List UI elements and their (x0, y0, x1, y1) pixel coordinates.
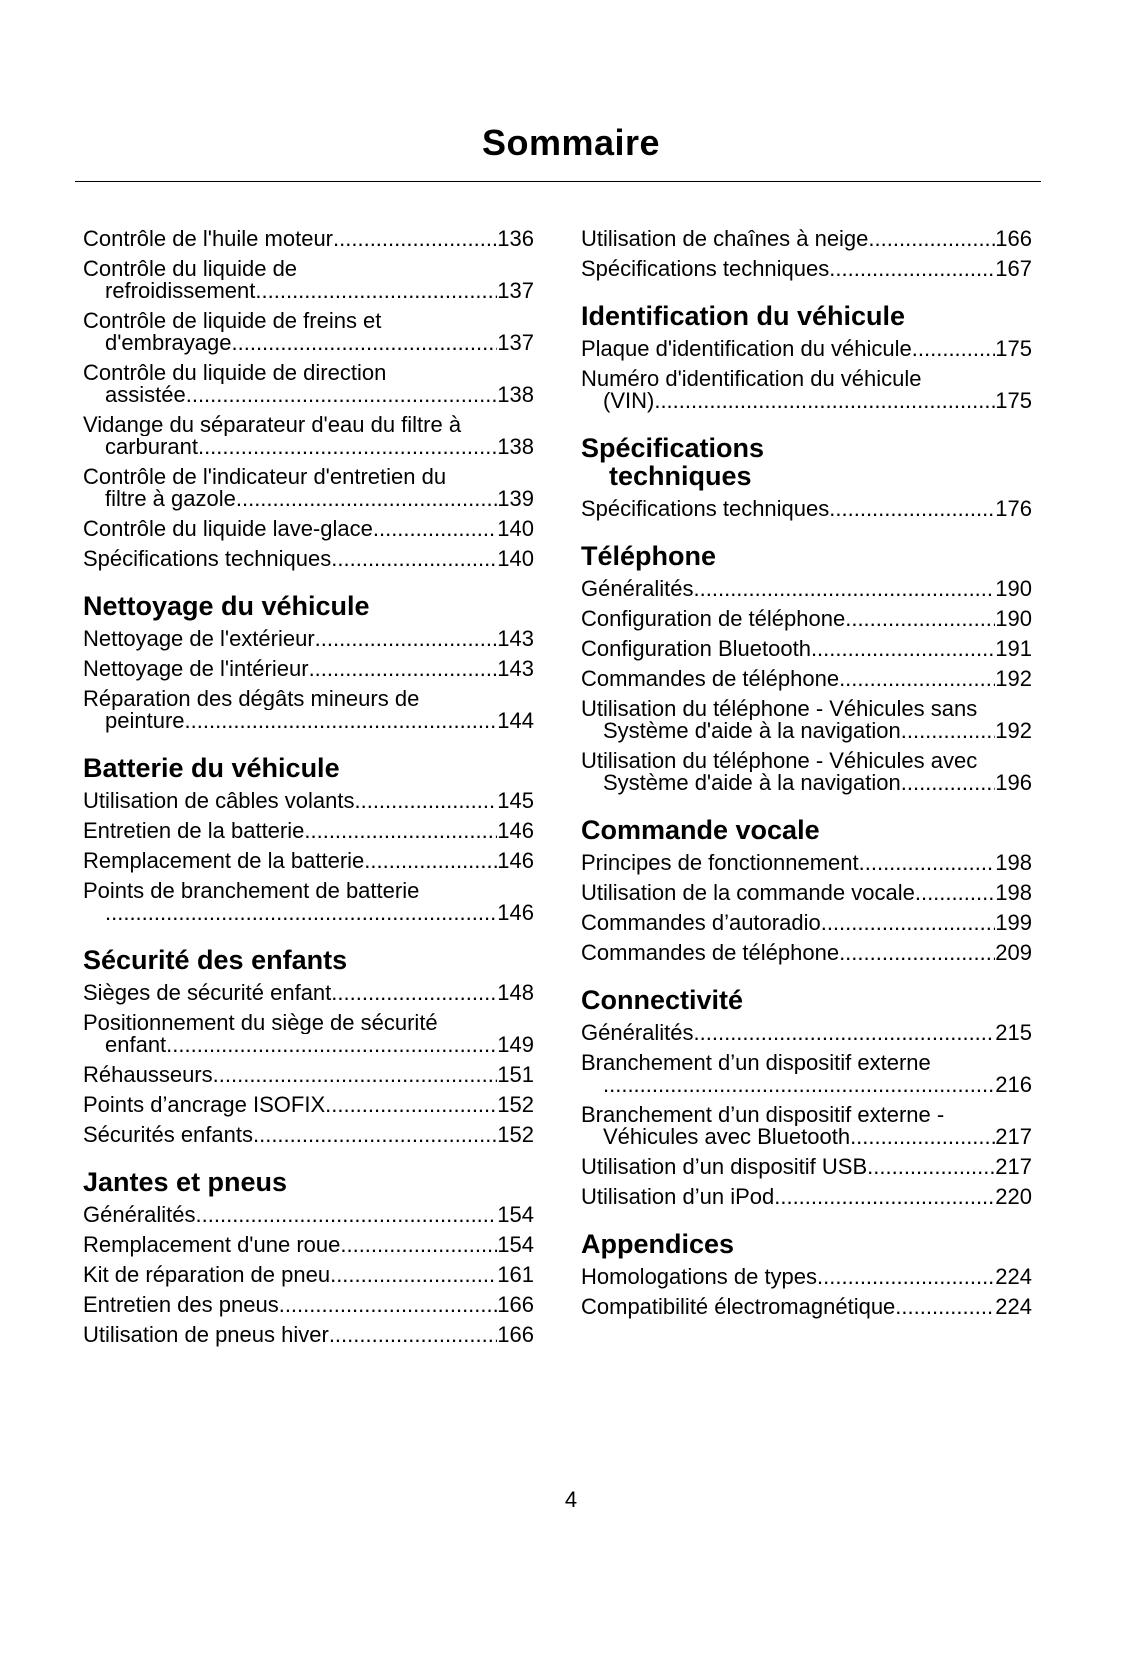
toc-entry[interactable] (83, 880, 534, 924)
toc-entry-text: Véhicules avec Bluetooth (603, 1124, 851, 1149)
toc-entry-text: enfant (105, 1032, 167, 1057)
toc-entry-line (581, 852, 1032, 874)
toc-section (581, 986, 1032, 1208)
toc-entry-line (581, 578, 1032, 600)
toc-entry-text: Sièges de sécurité enfant (83, 980, 332, 1005)
toc-page-number: 224 (995, 1294, 1032, 1319)
toc-entry-text: Réparation des dégâts mineurs de (83, 688, 420, 710)
toc-entry-text: Branchement d’un dispositif externe - (581, 1104, 945, 1126)
toc-page-number: 152 (497, 1122, 534, 1147)
toc-entry-text: (VIN) (603, 388, 655, 413)
section-heading-line: Connectivité (581, 985, 744, 1015)
toc-page-number: 217 (995, 1124, 1032, 1149)
toc-entry[interactable] (581, 1022, 1032, 1044)
toc-entry-line (83, 1124, 534, 1146)
toc-entry[interactable] (83, 1064, 534, 1086)
toc-entry-line (581, 608, 1032, 630)
toc-entry-text: Vidange du séparateur d'eau du filtre à (83, 414, 462, 436)
toc-entry-text: Spécifications techniques (581, 256, 830, 281)
toc-entry[interactable] (83, 1264, 534, 1286)
section-heading-line: Téléphone (581, 541, 717, 571)
toc-page-number: 146 (497, 818, 534, 843)
toc-entry-text: Configuration Bluetooth (581, 636, 811, 661)
toc-section (83, 946, 534, 1146)
toc-page-number: 191 (995, 636, 1032, 661)
toc-entry[interactable] (581, 1296, 1032, 1318)
toc-entry-text: Réhausseurs (83, 1062, 213, 1087)
toc-entry-line (581, 1074, 1032, 1096)
toc-entry-text: Généralités (581, 576, 694, 601)
toc-entry-text: Kit de réparation de pneu (83, 1262, 331, 1287)
section-heading (581, 302, 1032, 330)
toc-entry-line (83, 820, 534, 842)
toc-entry[interactable] (581, 1266, 1032, 1288)
dot-leader (850, 1126, 995, 1148)
toc-page-number: 151 (497, 1062, 534, 1087)
dot-leader (198, 436, 497, 458)
dot-leader (829, 498, 995, 520)
toc-entry-text: Points d’ancrage ISOFIX (83, 1092, 326, 1117)
toc-entry-text: Commandes d’autoradio (581, 910, 821, 935)
toc-entry-text: Contrôle de liquide de freins et (83, 310, 382, 332)
toc-entry-text: Utilisation de câbles volants (83, 788, 355, 813)
dot-leader (859, 852, 996, 874)
dot-leader (845, 608, 995, 630)
toc-entry-line (83, 488, 534, 510)
toc-entry-text: d'embrayage (105, 330, 232, 355)
toc-entry[interactable] (83, 820, 534, 842)
toc-page-number: 140 (497, 516, 534, 541)
toc-page-number: 198 (995, 880, 1032, 905)
dot-leader (829, 258, 995, 280)
dot-leader (279, 1294, 498, 1316)
toc-entry[interactable] (83, 1294, 534, 1316)
toc-entry-line (83, 436, 534, 458)
toc-entry-line (581, 942, 1032, 964)
toc-entry-text: Contrôle du liquide lave-glace (83, 516, 373, 541)
toc-entry[interactable] (581, 578, 1032, 600)
toc-entry-line (581, 1156, 1032, 1178)
toc-entry[interactable] (581, 852, 1032, 874)
toc-entry-line (581, 1296, 1032, 1318)
toc-entry-line (581, 882, 1032, 904)
toc-entry-text: Remplacement de la batterie (83, 848, 365, 873)
toc-entry-text: Remplacement d'une roue (83, 1232, 341, 1257)
toc-section (581, 816, 1032, 964)
toc-entry-text: Généralités (581, 1020, 694, 1045)
section-heading (83, 592, 534, 620)
dot-leader (304, 820, 497, 842)
dot-leader (901, 772, 996, 794)
section-heading (83, 1168, 534, 1196)
toc-entry-text: Plaque d'identification du véhicule (581, 336, 912, 361)
toc-entry-text: Branchement d’un dispositif externe (581, 1052, 931, 1074)
toc-entry-line (83, 1294, 534, 1316)
toc-entry-line (83, 850, 534, 872)
dot-leader (255, 280, 497, 302)
dot-leader (811, 638, 995, 660)
toc-entry-line (83, 1204, 534, 1226)
dot-leader (186, 384, 498, 406)
section-heading-line: Batterie du véhicule (83, 753, 340, 783)
toc-entry-text: filtre à gazole (105, 486, 236, 511)
toc-entry[interactable] (581, 1156, 1032, 1178)
toc-page-number: 190 (995, 606, 1032, 631)
toc-entry[interactable] (581, 942, 1032, 964)
toc-page-number: 215 (995, 1020, 1032, 1045)
toc-entry-line (581, 258, 1032, 280)
toc-entry-text: Entretien de la batterie (83, 818, 305, 843)
toc-page-number: 166 (497, 1322, 534, 1347)
page-title: Sommaire (481, 122, 661, 163)
toc-entry-line (581, 638, 1032, 660)
toc-page-number: 209 (995, 940, 1032, 965)
toc-entry-text: Principes de fonctionnement (581, 850, 859, 875)
toc-entry-line (83, 1094, 534, 1116)
toc-entry[interactable] (581, 1052, 1032, 1096)
toc-page-number: 143 (497, 626, 534, 651)
dot-leader (196, 1204, 498, 1226)
toc-page-number: 198 (995, 850, 1032, 875)
toc-entry-text: Entretien des pneus (83, 1292, 279, 1317)
toc-entry[interactable] (581, 368, 1032, 412)
toc-entry-line (83, 982, 534, 1004)
toc-entry-line (83, 1264, 534, 1286)
toc-entry-text: Contrôle du liquide de direction (83, 362, 387, 384)
toc-entry[interactable] (581, 882, 1032, 904)
dot-leader (213, 1064, 498, 1086)
toc-entry-text: Contrôle de l'indicateur d'entretien du (83, 466, 447, 488)
toc-entry-text: Utilisation d’un dispositif USB (581, 1154, 868, 1179)
toc-entry-text: Contrôle du liquide de (83, 258, 298, 280)
toc-entry-line (83, 384, 534, 406)
toc-page-number: 152 (497, 1092, 534, 1117)
dot-leader (354, 790, 497, 812)
section-heading-line: techniques (609, 461, 752, 491)
dot-leader (839, 668, 995, 690)
dot-leader (364, 850, 497, 872)
toc-entry-line (83, 902, 534, 924)
toc-page-number: 166 (995, 226, 1032, 251)
dot-leader (915, 882, 995, 904)
dot-leader (901, 720, 996, 742)
section-heading (83, 754, 534, 782)
toc-page-number: 148 (497, 980, 534, 1005)
toc-entry-line (83, 548, 534, 570)
toc-section (581, 542, 1032, 794)
toc-entry-text: Utilisation de chaînes à neige (581, 226, 869, 251)
toc-page-number: 154 (497, 1232, 534, 1257)
toc-entry[interactable] (581, 338, 1032, 360)
toc-entry-line (83, 628, 534, 650)
section-heading-line: Nettoyage du véhicule (83, 591, 370, 621)
toc-page-number: 137 (497, 278, 534, 303)
dot-leader (105, 902, 497, 924)
toc-entry[interactable] (83, 1234, 534, 1256)
toc-page-number: 161 (497, 1262, 534, 1287)
toc-page-number: 138 (497, 434, 534, 459)
toc-entry-text: Utilisation du téléphone - Véhicules avec (581, 750, 978, 772)
toc-entry[interactable] (83, 658, 534, 680)
toc-entry-line (581, 228, 1032, 250)
section-heading (581, 1230, 1032, 1258)
toc-entry-text: peinture (105, 708, 185, 733)
dot-leader (330, 1264, 497, 1286)
dot-leader (185, 710, 498, 732)
dot-leader (895, 1296, 995, 1318)
toc-entry-text: Utilisation d’un iPod (581, 1184, 775, 1209)
toc-entry-text: Utilisation de pneus hiver (83, 1322, 329, 1347)
dot-leader (654, 390, 995, 412)
toc-entry[interactable] (83, 1012, 534, 1056)
dot-leader (912, 338, 996, 360)
toc-entry-line (83, 280, 534, 302)
toc-entry[interactable] (581, 912, 1032, 934)
toc-section (581, 1230, 1032, 1318)
toc-entry-text: Système d'aide à la navigation (603, 718, 901, 743)
toc-entry[interactable] (83, 1124, 534, 1146)
toc-entry-text: Positionnement du siège de sécurité (83, 1012, 438, 1034)
dot-leader (331, 548, 497, 570)
toc-entry-line (83, 790, 534, 812)
toc-entry[interactable] (581, 698, 1032, 742)
toc-entry-text: Contrôle de l'huile moteur (83, 226, 334, 251)
toc-entry-text: Points de branchement de batterie (83, 880, 420, 902)
toc-entry-text: Compatibilité électromagnétique (581, 1294, 896, 1319)
toc-entry[interactable] (83, 628, 534, 650)
toc-page-number: 136 (497, 226, 534, 251)
toc-entry-line (581, 1022, 1032, 1044)
toc-entry[interactable] (83, 362, 534, 406)
toc-page-number: 220 (995, 1184, 1032, 1209)
page-number: 4 (564, 1487, 578, 1512)
toc-entry-line (83, 1034, 534, 1056)
toc-section (581, 302, 1032, 412)
dot-leader (253, 1124, 497, 1146)
toc-page-number: 175 (995, 388, 1032, 413)
toc-entry-line (581, 338, 1032, 360)
toc-page-number: 144 (497, 708, 534, 733)
toc-entry[interactable] (581, 638, 1032, 660)
toc-entry-text: Numéro d'identification du véhicule (581, 368, 922, 390)
toc-page-number: 199 (995, 910, 1032, 935)
toc-entry-text: Utilisation de la commande vocale (581, 880, 915, 905)
toc-page-number: 192 (995, 718, 1032, 743)
toc-entry-line (581, 1126, 1032, 1148)
toc-page-number: 217 (995, 1154, 1032, 1179)
toc-entry-text: Sécurités enfants (83, 1122, 253, 1147)
dot-leader (603, 1074, 995, 1096)
toc-entry-line (83, 1064, 534, 1086)
toc-entry-line (581, 390, 1032, 412)
dot-leader (774, 1186, 995, 1208)
toc-page-number: 192 (995, 666, 1032, 691)
toc-entry[interactable] (581, 750, 1032, 794)
toc-page-number: 190 (995, 576, 1032, 601)
dot-leader (232, 332, 498, 354)
toc-entry[interactable] (581, 1186, 1032, 1208)
toc-entry[interactable] (83, 1094, 534, 1116)
section-heading-line: Appendices (581, 1229, 735, 1259)
toc-page-number: 138 (497, 382, 534, 407)
toc-entry-line (83, 710, 534, 732)
toc-entry-line (581, 668, 1032, 690)
toc-entry-text: Utilisation du téléphone - Véhicules sans (581, 698, 978, 720)
toc-section (581, 228, 1032, 280)
toc-left-column (83, 228, 534, 1364)
dot-leader (821, 912, 996, 934)
toc-entry[interactable] (83, 850, 534, 872)
toc-page-number: 145 (497, 788, 534, 813)
dot-leader (315, 628, 498, 650)
toc-entry-text: Spécifications techniques (83, 546, 332, 571)
toc-entry[interactable] (581, 498, 1032, 520)
section-heading (581, 434, 1032, 490)
toc-page-number: 149 (497, 1032, 534, 1057)
toc-entry[interactable] (83, 1204, 534, 1226)
toc-page-number: 167 (995, 256, 1032, 281)
toc-entry-line (83, 1234, 534, 1256)
toc-entry-line (581, 912, 1032, 934)
toc-entry-text: Commandes de téléphone (581, 666, 840, 691)
toc-entry-text: Spécifications techniques (581, 496, 830, 521)
toc-section (83, 228, 534, 570)
toc-page-number: 146 (497, 848, 534, 873)
dot-leader (867, 1156, 995, 1178)
toc-entry[interactable] (83, 258, 534, 302)
toc-page-number: 146 (497, 900, 534, 925)
toc-page-number: 196 (995, 770, 1032, 795)
section-heading-line: Identification du véhicule (581, 301, 906, 331)
toc-section (83, 754, 534, 924)
toc-entry-line (581, 720, 1032, 742)
toc-page-number: 154 (497, 1202, 534, 1227)
title-rule (75, 181, 1041, 182)
toc-entry-line (83, 332, 534, 354)
toc-entry[interactable] (83, 790, 534, 812)
toc-entry[interactable] (581, 228, 1032, 250)
dot-leader (329, 1324, 497, 1346)
toc-entry-line (581, 1186, 1032, 1208)
dot-leader (236, 488, 497, 510)
section-heading (83, 946, 534, 974)
toc-page-number: 176 (995, 496, 1032, 521)
dot-leader (839, 942, 995, 964)
dot-leader (325, 1094, 497, 1116)
toc-entry-text: Nettoyage de l'intérieur (83, 656, 309, 681)
toc-entry[interactable] (83, 466, 534, 510)
toc-entry[interactable] (581, 1104, 1032, 1148)
section-heading (581, 816, 1032, 844)
section-heading-line: Commande vocale (581, 815, 820, 845)
dot-leader (694, 1022, 996, 1044)
toc-page-number: 143 (497, 656, 534, 681)
toc-page-number: 140 (497, 546, 534, 571)
toc-entry-line (83, 518, 534, 540)
toc-entry[interactable] (581, 668, 1032, 690)
toc-entry-text: carburant (105, 434, 198, 459)
toc-entry-text: Configuration de téléphone (581, 606, 846, 631)
toc-section (581, 434, 1032, 520)
toc-entry-text: Commandes de téléphone (581, 940, 840, 965)
toc-entry-text: Homologations de types (581, 1264, 818, 1289)
dot-leader (373, 518, 497, 540)
section-heading (581, 542, 1032, 570)
toc-page-number: 175 (995, 336, 1032, 361)
toc-entry-line (581, 772, 1032, 794)
toc-entry[interactable] (83, 1324, 534, 1346)
dot-leader (166, 1034, 497, 1056)
toc-page-number: 216 (995, 1072, 1032, 1097)
toc-entry[interactable] (83, 310, 534, 354)
dot-leader (340, 1234, 497, 1256)
toc-entry-line (83, 658, 534, 680)
toc-entry[interactable] (83, 228, 534, 250)
toc-entry-line (581, 1266, 1032, 1288)
toc-entry-line (581, 498, 1032, 520)
toc-right-column (581, 228, 1032, 1336)
toc-entry[interactable] (83, 688, 534, 732)
toc-entry[interactable] (83, 548, 534, 570)
toc-entry-text: Généralités (83, 1202, 196, 1227)
toc-entry[interactable] (83, 982, 534, 1004)
toc-entry-line (83, 228, 534, 250)
toc-page-number: 166 (497, 1292, 534, 1317)
dot-leader (309, 658, 498, 680)
section-heading-line: Jantes et pneus (83, 1167, 288, 1197)
toc-page-number: 137 (497, 330, 534, 355)
toc-entry-text: Système d'aide à la navigation (603, 770, 901, 795)
section-heading-line: Spécifications (581, 433, 765, 463)
toc-entry[interactable] (581, 608, 1032, 630)
section-heading-line: Sécurité des enfants (83, 945, 348, 975)
dot-leader (817, 1266, 995, 1288)
dot-leader (868, 228, 995, 250)
toc-page-number: 139 (497, 486, 534, 511)
toc-entry-text: Nettoyage de l'extérieur (83, 626, 315, 651)
toc-section (83, 592, 534, 732)
toc-entry-text: refroidissement (105, 278, 256, 303)
dot-leader (333, 228, 497, 250)
toc-entry-line (83, 1324, 534, 1346)
dot-leader (331, 982, 497, 1004)
section-heading (581, 986, 1032, 1014)
toc-section (83, 1168, 534, 1346)
toc-page-number: 224 (995, 1264, 1032, 1289)
toc-entry-text: assistée (105, 382, 186, 407)
dot-leader (694, 578, 996, 600)
toc-entry[interactable] (83, 518, 534, 540)
toc-entry[interactable] (83, 414, 534, 458)
toc-entry[interactable] (581, 258, 1032, 280)
